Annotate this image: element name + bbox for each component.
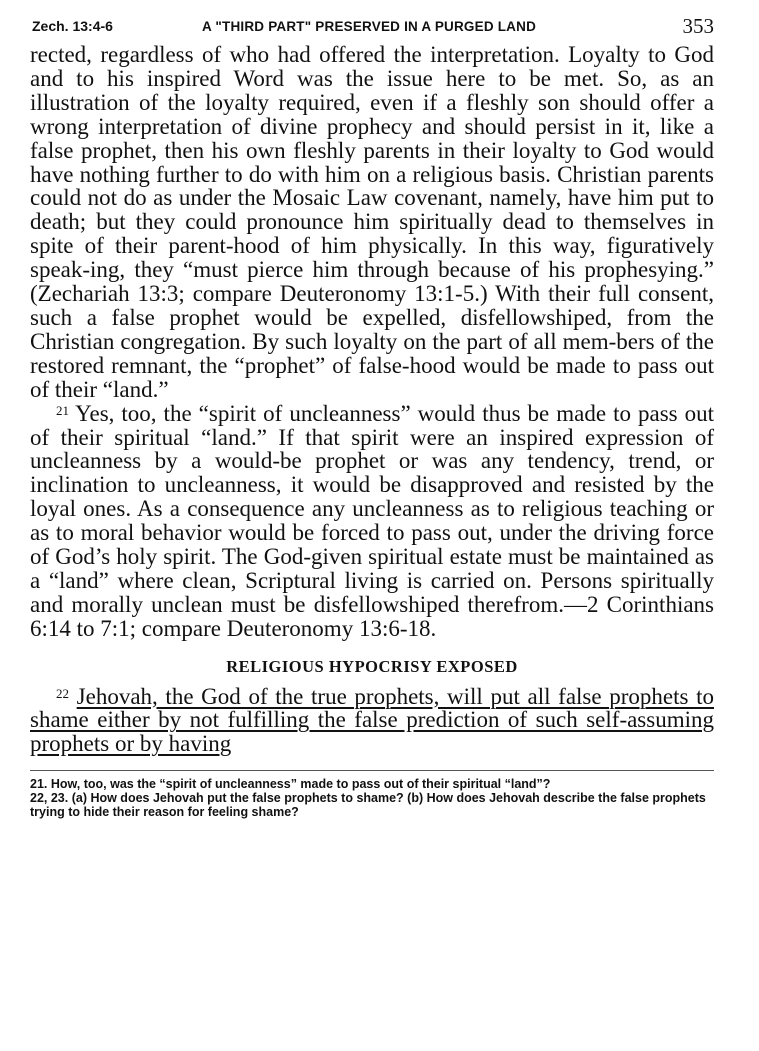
running-head (30, 14, 714, 42)
paragraph-number: 22 (56, 685, 69, 701)
section-heading: RELIGIOUS HYPOCRISY EXPOSED (226, 656, 518, 676)
paragraph-text-underlined: Jehovah, the God of the true prophets, will put all false prophets to shame either by not fulfilling the false prediction of such self-assuming prophets or by having (30, 683, 714, 757)
question-21: 21. How, too, was the “spirit of uncleanness” made to pass out of their spiritual “land”? (30, 777, 551, 792)
paragraph-22 (30, 685, 714, 757)
study-questions (30, 770, 714, 819)
chapter-reference: Zech. 13:4-6 (32, 18, 113, 34)
running-title: A "THIRD PART" PRESERVED IN A PURGED LAND (202, 19, 537, 34)
paragraph-continued: rected, regardless of who had offered the interpretation. Loyalty to God and to his inspired Word was the issue here to be met. So, as an illustration of the loyalty required, even if a fleshly son should offer a wrong interpretation of divine prophecy and should persist in it, like a false prophet, then his own fleshly parents in their loyalty to God would have nothing further to do with him on a religious basis. Christian parents could not do as under the Mosaic Law covenant, namely, have him put to death; but they could pronounce him spiritually dead to themselves in spite of their parent-hood of him physically. In this way, figuratively speak-ing, they “must pierce him through because of his prophesying.” (Zechariah 13:3; compare Deuteronomy 13:1-5.) With their full consent, such a false prophet would be expelled, disfellowshiped, from the Christian congregation. By such loyalty on the part of all mem-bers of the restored remnant, the “prophet” of false-hood would be made to pass out of their “land.” (30, 42, 714, 402)
paragraph-21 (30, 402, 714, 641)
paragraph-text: Yes, too, the “spirit of uncleanness” would thus be made to pass out of their spiritual “land.” If that spirit were an inspired expression of uncleanness by a would-be prophet or was any tendency, trend, or inclination to uncleanness, it would be disapproved and resisted by the loyal ones. As a consequence any uncleanness as to religious teaching or as to moral behavior would be forced to pass out, under the driving force of God’s holy spirit. The God-given spiritual estate must be maintained as a “land” where clean, Scriptural living is carried on. Persons spiritually and morally unclean must be disfellowshiped therefrom.—2 Corinthians 6:14 to 7:1; compare Deuteronomy 13:6-18. (30, 400, 715, 641)
question-22-23: 22, 23. (a) How does Jehovah put the false prophets to shame? (b) How does Jehovah describe the false prophets trying to hide their reason for feeling shame? (30, 791, 706, 820)
paragraph-number: 21 (56, 402, 69, 418)
page-number: 353 (682, 14, 714, 38)
body-text (30, 43, 714, 756)
book-page (30, 14, 714, 819)
